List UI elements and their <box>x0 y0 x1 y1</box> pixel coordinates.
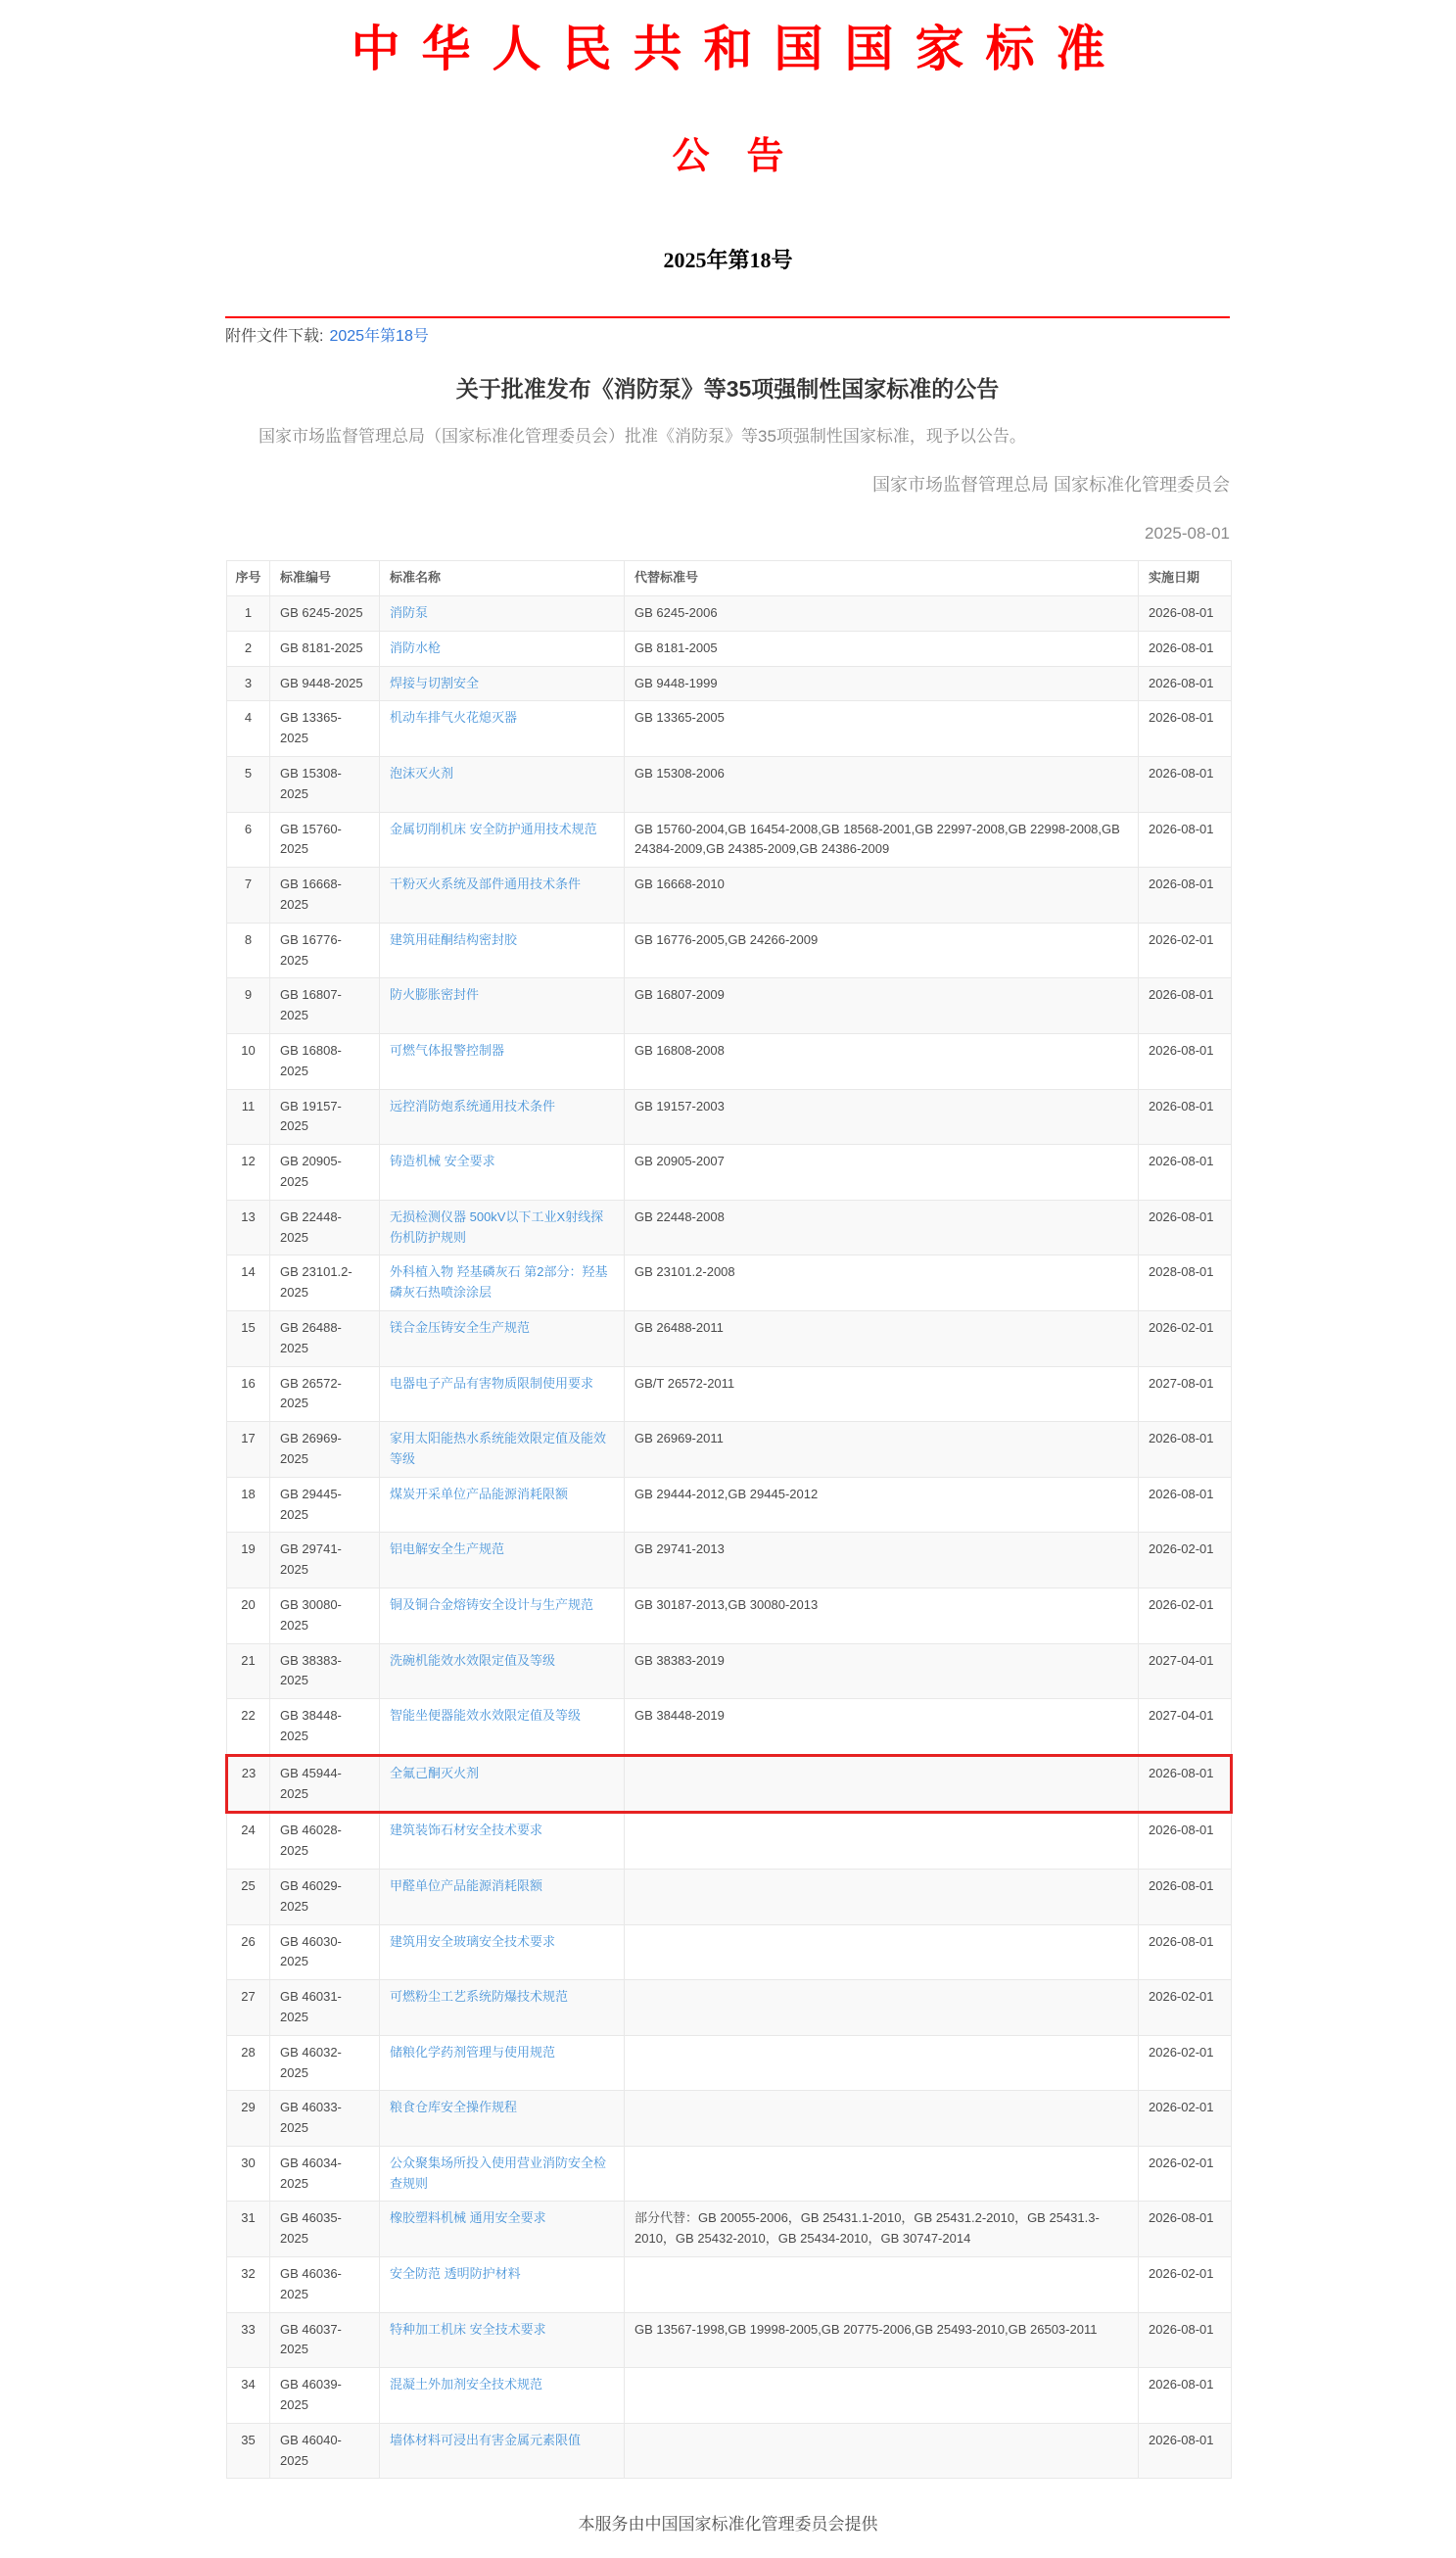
implementation-date-cell: 2026-08-01 <box>1139 1145 1232 1201</box>
announcement-subtitle: 公 告 <box>672 135 784 177</box>
table-row <box>227 978 1232 1034</box>
table-row <box>227 2257 1232 2313</box>
standard-name-cell <box>380 1924 625 1980</box>
implementation-date-cell: 2026-08-01 <box>1139 1089 1232 1145</box>
implementation-date-cell: 2026-08-01 <box>1139 1869 1232 1924</box>
replaced-standards-cell <box>625 2257 1139 2313</box>
standard-no-cell: GB 46028-2025 <box>270 1813 380 1870</box>
seq-cell: 19 <box>227 1533 270 1588</box>
standard-name-link[interactable]: 可燃气体报警控制器 <box>390 1043 505 1059</box>
replaced-standards-cell <box>625 2423 1139 2479</box>
replaced-standards-cell: GB 30187-2013,GB 30080-2013 <box>625 1587 1139 1643</box>
implementation-date-cell: 2026-08-01 <box>1139 1200 1232 1255</box>
standard-name-link[interactable]: 泡沫灭火剂 <box>390 766 454 782</box>
table-row <box>227 2312 1232 2368</box>
replaced-standards-cell <box>625 1980 1139 2036</box>
standard-name-link[interactable]: 铜及铜合金熔铸安全设计与生产规范 <box>390 1596 594 1612</box>
implementation-date-cell: 2026-08-01 <box>1139 631 1232 666</box>
implementation-date-cell: 2027-04-01 <box>1139 1643 1232 1699</box>
replaced-standards-cell <box>625 2368 1139 2424</box>
standard-no-cell: GB 29741-2025 <box>270 1533 380 1588</box>
seq-cell: 5 <box>227 757 270 813</box>
standard-name-link[interactable]: 家用太阳能热水系统能效限定值及能效等级 <box>390 1431 607 1466</box>
standard-name-cell <box>380 1145 625 1201</box>
signature-line: 国家市场监督管理总局 国家标准化管理委员会 <box>872 475 1230 496</box>
standard-name-cell <box>380 2091 625 2147</box>
standard-no-cell: GB 16808-2025 <box>270 1034 380 1090</box>
standard-no-cell: GB 26572-2025 <box>270 1366 380 1422</box>
implementation-date-cell: 2028-08-01 <box>1139 1255 1232 1311</box>
standard-name-cell <box>380 923 625 978</box>
standard-name-link[interactable]: 防火膨胀密封件 <box>390 987 480 1003</box>
standard-name-link[interactable]: 铝电解安全生产规范 <box>390 1541 505 1557</box>
seq-cell: 35 <box>227 2423 270 2479</box>
standard-name-cell <box>380 666 625 701</box>
page-title: 中华人民共和国国家标准 <box>351 22 1127 76</box>
table-row <box>227 1533 1232 1588</box>
implementation-date-cell: 2026-08-01 <box>1139 1813 1232 1870</box>
standard-name-cell <box>380 2257 625 2313</box>
implementation-date-cell: 2026-08-01 <box>1139 1034 1232 1090</box>
standard-no-cell: GB 30080-2025 <box>270 1587 380 1643</box>
standard-no-cell: GB 16776-2025 <box>270 923 380 978</box>
column-header-3: 标准名称 <box>380 561 625 596</box>
column-header-4: 代替标准号 <box>625 561 1139 596</box>
table-row <box>227 868 1232 924</box>
standard-name-cell <box>380 701 625 757</box>
seq-cell: 9 <box>227 978 270 1034</box>
seq-cell: 4 <box>227 701 270 757</box>
standard-no-cell: GB 23101.2-2025 <box>270 1255 380 1311</box>
table-row <box>227 1255 1232 1311</box>
standard-no-cell: GB 46031-2025 <box>270 1980 380 2036</box>
replaced-standards-cell <box>625 2091 1139 2147</box>
seq-cell: 22 <box>227 1699 270 1756</box>
standard-name-link[interactable]: 特种加工机床 安全技术要求 <box>390 2321 546 2337</box>
implementation-date-cell: 2026-08-01 <box>1139 2423 1232 2479</box>
standard-name-cell <box>380 1533 625 1588</box>
implementation-date-cell: 2026-08-01 <box>1139 757 1232 813</box>
standard-name-link[interactable]: 建筑装饰石材安全技术要求 <box>390 1823 543 1838</box>
standard-no-cell: GB 29445-2025 <box>270 1477 380 1533</box>
standard-name-link[interactable]: 机动车排气火花熄灭器 <box>390 710 518 726</box>
implementation-date-cell: 2026-08-01 <box>1139 1422 1232 1478</box>
replaced-standards-cell: GB 9448-1999 <box>625 666 1139 701</box>
table-row <box>227 2091 1232 2147</box>
standard-name-link[interactable]: 镁合金压铸安全生产规范 <box>390 1319 531 1335</box>
standard-no-cell: GB 38448-2025 <box>270 1699 380 1756</box>
standard-name-cell <box>380 1869 625 1924</box>
standard-no-cell: GB 46040-2025 <box>270 2423 380 2479</box>
implementation-date-cell: 2026-02-01 <box>1139 2257 1232 2313</box>
implementation-date-cell: 2026-08-01 <box>1139 1924 1232 1980</box>
seq-cell: 2 <box>227 631 270 666</box>
standard-no-cell: GB 46034-2025 <box>270 2146 380 2202</box>
standard-name-cell <box>380 1089 625 1145</box>
table-row <box>227 1813 1232 1870</box>
standard-name-link[interactable]: 远控消防炮系统通用技术条件 <box>390 1098 556 1113</box>
seq-cell: 12 <box>227 1145 270 1201</box>
seq-cell: 30 <box>227 2146 270 2202</box>
replaced-standards-cell: GB 13365-2005 <box>625 701 1139 757</box>
replaced-standards-cell: GB 8181-2005 <box>625 631 1139 666</box>
standard-no-cell: GB 26969-2025 <box>270 1422 380 1478</box>
standard-name-link[interactable]: 可燃粉尘工艺系统防爆技术规范 <box>390 1989 569 2005</box>
standard-name-cell <box>380 868 625 924</box>
standard-no-cell: GB 46032-2025 <box>270 2035 380 2091</box>
standard-name-cell <box>380 2368 625 2424</box>
replaced-standards-cell: GB 26488-2011 <box>625 1310 1139 1366</box>
table-row <box>227 631 1232 666</box>
standard-name-link[interactable]: 无损检测仪器 500kV以下工业X射线探伤机防护规则 <box>390 1208 604 1245</box>
standard-name-link[interactable]: 铸造机械 安全要求 <box>390 1154 495 1169</box>
standard-no-cell: GB 46036-2025 <box>270 2257 380 2313</box>
table-row <box>227 2035 1232 2091</box>
standard-name-cell <box>380 1755 625 1813</box>
standard-name-link[interactable]: 粮食仓库安全操作规程 <box>390 2100 518 2115</box>
standard-no-cell: GB 13365-2025 <box>270 701 380 757</box>
seq-cell: 34 <box>227 2368 270 2424</box>
implementation-date-cell: 2026-02-01 <box>1139 1310 1232 1366</box>
standard-no-cell: GB 9448-2025 <box>270 666 380 701</box>
replaced-standards-cell <box>625 1813 1139 1870</box>
implementation-date-cell: 2026-08-01 <box>1139 1477 1232 1533</box>
replaced-standards-cell: GB 15308-2006 <box>625 757 1139 813</box>
standard-name-cell <box>380 1587 625 1643</box>
table-row <box>227 1145 1232 1201</box>
seq-cell: 25 <box>227 1869 270 1924</box>
implementation-date-cell: 2026-02-01 <box>1139 1587 1232 1643</box>
attachment-bar <box>225 316 1230 348</box>
seq-cell: 16 <box>227 1366 270 1422</box>
table-row <box>227 1200 1232 1255</box>
seq-cell: 7 <box>227 868 270 924</box>
implementation-date-cell: 2026-08-01 <box>1139 596 1232 632</box>
issue-number: 2025年第18号 <box>663 248 793 273</box>
seq-cell: 32 <box>227 2257 270 2313</box>
standard-name-link[interactable]: 洗碗机能效水效限定值及等级 <box>390 1652 556 1668</box>
replaced-standards-cell <box>625 2035 1139 2091</box>
standard-name-link[interactable]: 墙体材料可浸出有害金属元素限值 <box>390 2432 582 2447</box>
standard-name-link[interactable]: 智能坐便器能效水效限定值及等级 <box>390 1708 582 1724</box>
standard-name-link[interactable]: 煤炭开采单位产品能源消耗限额 <box>390 1486 569 1501</box>
implementation-date-cell: 2027-08-01 <box>1139 1366 1232 1422</box>
standard-name-link[interactable]: 建筑用硅酮结构密封胶 <box>390 931 518 947</box>
replaced-standards-cell: 部分代替：GB 20055-2006，GB 25431.1-2010，GB 25431.2-2010，GB 25431.3-2010，GB 25432-2010，GB 25434-2010，GB 30747-2014 <box>625 2202 1139 2257</box>
standard-name-cell <box>380 631 625 666</box>
table-row <box>227 1034 1232 1090</box>
standard-name-link[interactable]: 电器电子产品有害物质限制使用要求 <box>390 1375 594 1391</box>
seq-cell: 21 <box>227 1643 270 1699</box>
standard-name-cell <box>380 1477 625 1533</box>
implementation-date-cell: 2026-02-01 <box>1139 1980 1232 2036</box>
seq-cell: 17 <box>227 1422 270 1478</box>
seq-cell: 3 <box>227 666 270 701</box>
standard-name-cell <box>380 1310 625 1366</box>
seq-cell: 15 <box>227 1310 270 1366</box>
replaced-standards-cell: GB 29741-2013 <box>625 1533 1139 1588</box>
replaced-standards-cell: GB 38383-2019 <box>625 1643 1139 1699</box>
implementation-date-cell: 2027-04-01 <box>1139 1699 1232 1756</box>
table-row <box>227 596 1232 632</box>
implementation-date-cell: 2026-08-01 <box>1139 666 1232 701</box>
replaced-standards-cell: GB/T 26572-2011 <box>625 1366 1139 1422</box>
implementation-date-cell: 2026-08-01 <box>1139 701 1232 757</box>
column-header-2: 标准编号 <box>270 561 380 596</box>
standard-name-cell <box>380 1255 625 1311</box>
implementation-date-cell: 2026-08-01 <box>1139 978 1232 1034</box>
table-row <box>227 666 1232 701</box>
standards-table <box>225 560 1233 2479</box>
table-row <box>227 1869 1232 1924</box>
replaced-standards-cell: GB 16807-2009 <box>625 978 1139 1034</box>
seq-cell: 14 <box>227 1255 270 1311</box>
replaced-standards-cell <box>625 1924 1139 1980</box>
seq-cell: 11 <box>227 1089 270 1145</box>
replaced-standards-cell: GB 26969-2011 <box>625 1422 1139 1478</box>
standard-name-cell <box>380 978 625 1034</box>
body-paragraph: 国家市场监督管理总局（国家标准化管理委员会）批准《消防泵》等35项强制性国家标准，现予以公告。 <box>258 426 1026 446</box>
table-row <box>227 1089 1232 1145</box>
standard-name-cell <box>380 1422 625 1478</box>
replaced-standards-cell: GB 29444-2012,GB 29445-2012 <box>625 1477 1139 1533</box>
standard-name-link[interactable]: 外科植入物 羟基磷灰石 第2部分：羟基磷灰石热喷涂涂层 <box>390 1264 608 1301</box>
standard-name-cell <box>380 1699 625 1756</box>
standard-no-cell: GB 45944-2025 <box>270 1755 380 1813</box>
standard-no-cell: GB 16807-2025 <box>270 978 380 1034</box>
standard-name-link[interactable]: 建筑用安全玻璃安全技术要求 <box>390 1933 556 1949</box>
seq-cell: 10 <box>227 1034 270 1090</box>
table-row <box>227 1980 1232 2036</box>
attachment-download-link[interactable]: 2025年第18号 <box>329 328 429 346</box>
table-row <box>227 2202 1232 2257</box>
implementation-date-cell: 2026-02-01 <box>1139 2146 1232 2202</box>
replaced-standards-cell: GB 22448-2008 <box>625 1200 1139 1255</box>
standard-name-link[interactable]: 消防水枪 <box>390 640 442 655</box>
standard-no-cell: GB 26488-2025 <box>270 1310 380 1366</box>
announcement-content <box>225 316 1230 2479</box>
standard-name-cell <box>380 2146 625 2202</box>
seq-cell: 26 <box>227 1924 270 1980</box>
standard-name-cell <box>380 1366 625 1422</box>
standard-no-cell: GB 20905-2025 <box>270 1145 380 1201</box>
replaced-standards-cell: GB 20905-2007 <box>625 1145 1139 1201</box>
standard-name-cell <box>380 1034 625 1090</box>
standard-name-link[interactable]: 公众聚集场所投入使用营业消防安全检查规则 <box>390 2155 607 2191</box>
standard-name-cell <box>380 2202 625 2257</box>
standard-name-cell <box>380 1980 625 2036</box>
table-row <box>227 923 1232 978</box>
implementation-date-cell: 2026-08-01 <box>1139 1755 1232 1813</box>
table-row <box>227 1924 1232 1980</box>
table-row <box>227 1699 1232 1756</box>
seq-cell: 23 <box>227 1755 270 1813</box>
standard-name-cell <box>380 596 625 632</box>
standard-no-cell: GB 22448-2025 <box>270 1200 380 1255</box>
footer-text: 本服务由中国国家标准化管理委员会提供 <box>578 2515 878 2534</box>
standard-no-cell: GB 19157-2025 <box>270 1089 380 1145</box>
table-row <box>227 812 1232 868</box>
standard-name-link[interactable]: 甲醛单位产品能源消耗限额 <box>390 1877 543 1893</box>
implementation-date-cell: 2026-02-01 <box>1139 923 1232 978</box>
table-row <box>227 1477 1232 1533</box>
replaced-standards-cell: GB 13567-1998,GB 19998-2005,GB 20775-2006,GB 25493-2010,GB 26503-2011 <box>625 2312 1139 2368</box>
standard-name-cell <box>380 2035 625 2091</box>
standard-no-cell: GB 15760-2025 <box>270 812 380 868</box>
standard-no-cell: GB 6245-2025 <box>270 596 380 632</box>
table-row <box>227 701 1232 757</box>
replaced-standards-cell: GB 16808-2008 <box>625 1034 1139 1090</box>
table-row <box>227 757 1232 813</box>
replaced-standards-cell <box>625 1755 1139 1813</box>
implementation-date-cell: 2026-08-01 <box>1139 2312 1232 2368</box>
replaced-standards-cell: GB 16668-2010 <box>625 868 1139 924</box>
seq-cell: 24 <box>227 1813 270 1870</box>
replaced-standards-cell <box>625 2146 1139 2202</box>
standard-name-link[interactable]: 焊接与切割安全 <box>390 675 480 690</box>
implementation-date-cell: 2026-02-01 <box>1139 1533 1232 1588</box>
table-row <box>227 2423 1232 2479</box>
seq-cell: 33 <box>227 2312 270 2368</box>
implementation-date-cell: 2026-08-01 <box>1139 2368 1232 2424</box>
column-header-5: 实施日期 <box>1139 561 1232 596</box>
implementation-date-cell: 2026-08-01 <box>1139 868 1232 924</box>
standard-no-cell: GB 46030-2025 <box>270 1924 380 1980</box>
table-row <box>227 2368 1232 2424</box>
implementation-date-cell: 2026-08-01 <box>1139 812 1232 868</box>
replaced-standards-cell: GB 6245-2006 <box>625 596 1139 632</box>
seq-cell: 20 <box>227 1587 270 1643</box>
seq-cell: 8 <box>227 923 270 978</box>
seq-cell: 27 <box>227 1980 270 2036</box>
standard-name-link[interactable]: 金属切削机床 安全防护通用技术规范 <box>390 821 597 836</box>
standard-name-link[interactable]: 储粮化学药剂管理与使用规范 <box>390 2044 556 2060</box>
standard-name-cell <box>380 812 625 868</box>
standard-name-link[interactable]: 干粉灭火系统及部件通用技术条件 <box>390 876 582 892</box>
seq-cell: 28 <box>227 2035 270 2091</box>
table-header-row <box>227 561 1232 596</box>
table-row <box>227 1643 1232 1699</box>
standard-name-cell <box>380 1200 625 1255</box>
standard-name-link[interactable]: 全氟己酮灭火剂 <box>390 1765 480 1780</box>
standard-name-cell <box>380 1813 625 1870</box>
standard-name-cell <box>380 757 625 813</box>
standard-no-cell: GB 46039-2025 <box>270 2368 380 2424</box>
replaced-standards-cell: GB 15760-2004,GB 16454-2008,GB 18568-2001,GB 22997-2008,GB 22998-2008,GB 24384-2009,GB 24385-2009,GB 24386-2009 <box>625 812 1139 868</box>
replaced-standards-cell: GB 23101.2-2008 <box>625 1255 1139 1311</box>
table-row <box>227 1422 1232 1478</box>
standard-no-cell: GB 46035-2025 <box>270 2202 380 2257</box>
replaced-standards-cell: GB 38448-2019 <box>625 1699 1139 1756</box>
standard-no-cell: GB 46037-2025 <box>270 2312 380 2368</box>
implementation-date-cell: 2026-02-01 <box>1139 2035 1232 2091</box>
table-row-highlighted <box>227 1755 1232 1813</box>
standard-name-link[interactable]: 安全防范 透明防护材料 <box>390 2266 521 2282</box>
standard-no-cell: GB 8181-2025 <box>270 631 380 666</box>
implementation-date-cell: 2026-08-01 <box>1139 2202 1232 2257</box>
standard-name-link[interactable]: 消防泵 <box>390 605 429 621</box>
standard-name-cell <box>380 1643 625 1699</box>
standard-no-cell: GB 38383-2025 <box>270 1643 380 1699</box>
standard-no-cell: GB 15308-2025 <box>270 757 380 813</box>
replaced-standards-cell: GB 16776-2005,GB 24266-2009 <box>625 923 1139 978</box>
seq-cell: 6 <box>227 812 270 868</box>
standard-no-cell: GB 46033-2025 <box>270 2091 380 2147</box>
seq-cell: 13 <box>227 1200 270 1255</box>
standard-no-cell: GB 46029-2025 <box>270 1869 380 1924</box>
standard-name-cell <box>380 2423 625 2479</box>
seq-cell: 18 <box>227 1477 270 1533</box>
table-row <box>227 2146 1232 2202</box>
seq-cell: 1 <box>227 596 270 632</box>
table-row <box>227 1587 1232 1643</box>
standard-name-link[interactable]: 混凝土外加剂安全技术规范 <box>390 2377 543 2392</box>
column-header-1: 序号 <box>227 561 270 596</box>
seq-cell: 31 <box>227 2202 270 2257</box>
attachment-label: 附件文件下载: <box>225 328 324 346</box>
standard-name-cell <box>380 2312 625 2368</box>
seq-cell: 29 <box>227 2091 270 2147</box>
document-title: 关于批准发布《消防泵》等35项强制性国家标准的公告 <box>455 375 1000 402</box>
standard-no-cell: GB 16668-2025 <box>270 868 380 924</box>
table-body <box>227 596 1232 2479</box>
table-row <box>227 1366 1232 1422</box>
table-row <box>227 1310 1232 1366</box>
replaced-standards-cell <box>625 1869 1139 1924</box>
publish-date: 2025-08-01 <box>1145 524 1230 544</box>
replaced-standards-cell: GB 19157-2003 <box>625 1089 1139 1145</box>
implementation-date-cell: 2026-02-01 <box>1139 2091 1232 2147</box>
standard-name-link[interactable]: 橡胶塑料机械 通用安全要求 <box>390 2210 546 2226</box>
